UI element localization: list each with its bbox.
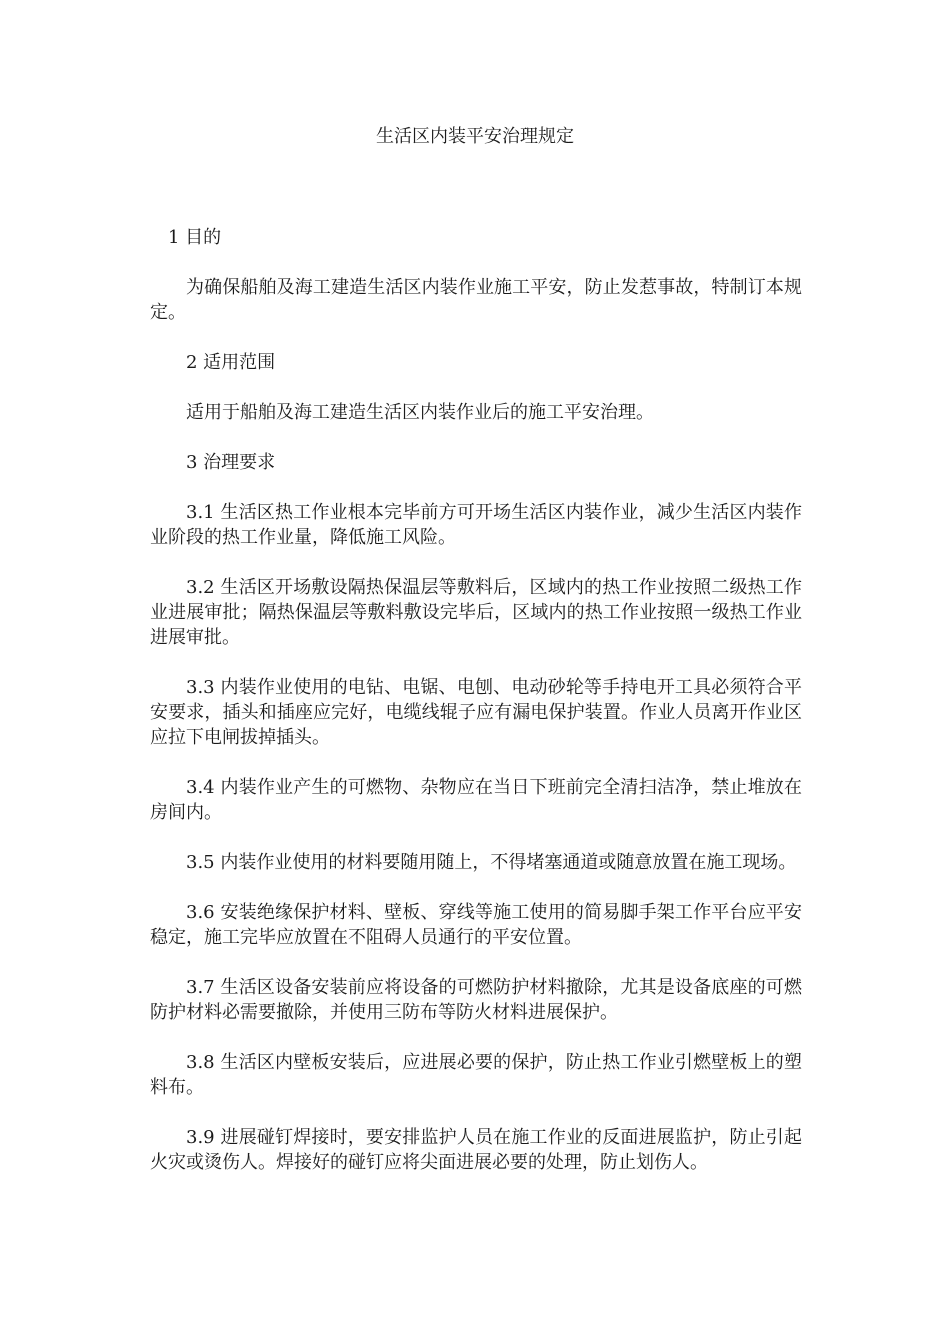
- purpose-paragraph: 为确保船舶及海工建造生活区内装作业施工平安，防止发惹事故，特制订本规定。: [150, 277, 802, 323]
- section-heading-requirements: 3 治理要求: [186, 452, 276, 473]
- requirement-3-4: 3.4 内装作业产生的可燃物、杂物应在当日下班前完全清扫洁净，禁止堆放在房间内。: [150, 777, 802, 823]
- requirement-3-3: 3.3 内装作业使用的电钻、电锯、电刨、电动砂轮等手持电开工具必须符合平安要求，插头和插座应完好，电缆线辊子应有漏电保护装置。作业人员离开作业区应拉下电闸拔掉插头。: [150, 677, 802, 748]
- requirement-3-6: 3.6 安装绝缘保护材料、壁板、穿线等施工使用的简易脚手架工作平台应平安稳定，施工完毕应放置在不阻碍人员通行的平安位置。: [150, 902, 802, 948]
- scope-paragraph: 适用于船舶及海工建造生活区内装作业后的施工平安治理。: [186, 402, 654, 423]
- section-heading-purpose: 1 目的: [168, 227, 222, 248]
- section-heading-scope: 2 适用范围: [186, 352, 276, 373]
- requirement-3-5: 3.5 内装作业使用的材料要随用随上，不得堵塞通道或随意放置在施工现场。: [186, 852, 797, 873]
- document-title: 生活区内装平安治理规定: [376, 126, 574, 147]
- requirement-3-1: 3.1 生活区热工作业根本完毕前方可开场生活区内装作业，减少生活区内装作业阶段的热工作业量，降低施工风险。: [150, 502, 802, 548]
- requirement-3-8: 3.8 生活区内壁板安装后，应进展必要的保护，防止热工作业引燃壁板上的塑料布。: [150, 1052, 802, 1098]
- requirement-3-7: 3.7 生活区设备安装前应将设备的可燃防护材料撤除，尤其是设备底座的可燃防护材料必需要撤除，并使用三防布等防火材料进展保护。: [150, 977, 802, 1023]
- requirement-3-9: 3.9 进展碰钉焊接时，要安排监护人员在施工作业的反面进展监护，防止引起火灾或烫伤人。焊接好的碰钉应将尖面进展必要的处理，防止划伤人。: [150, 1127, 802, 1173]
- requirement-3-2: 3.2 生活区开场敷设隔热保温层等敷料后，区域内的热工作业按照二级热工作业进展审批；隔热保温层等敷料敷设完毕后，区域内的热工作业按照一级热工作业进展审批。: [150, 577, 802, 648]
- document-body: [150, 225, 802, 1200]
